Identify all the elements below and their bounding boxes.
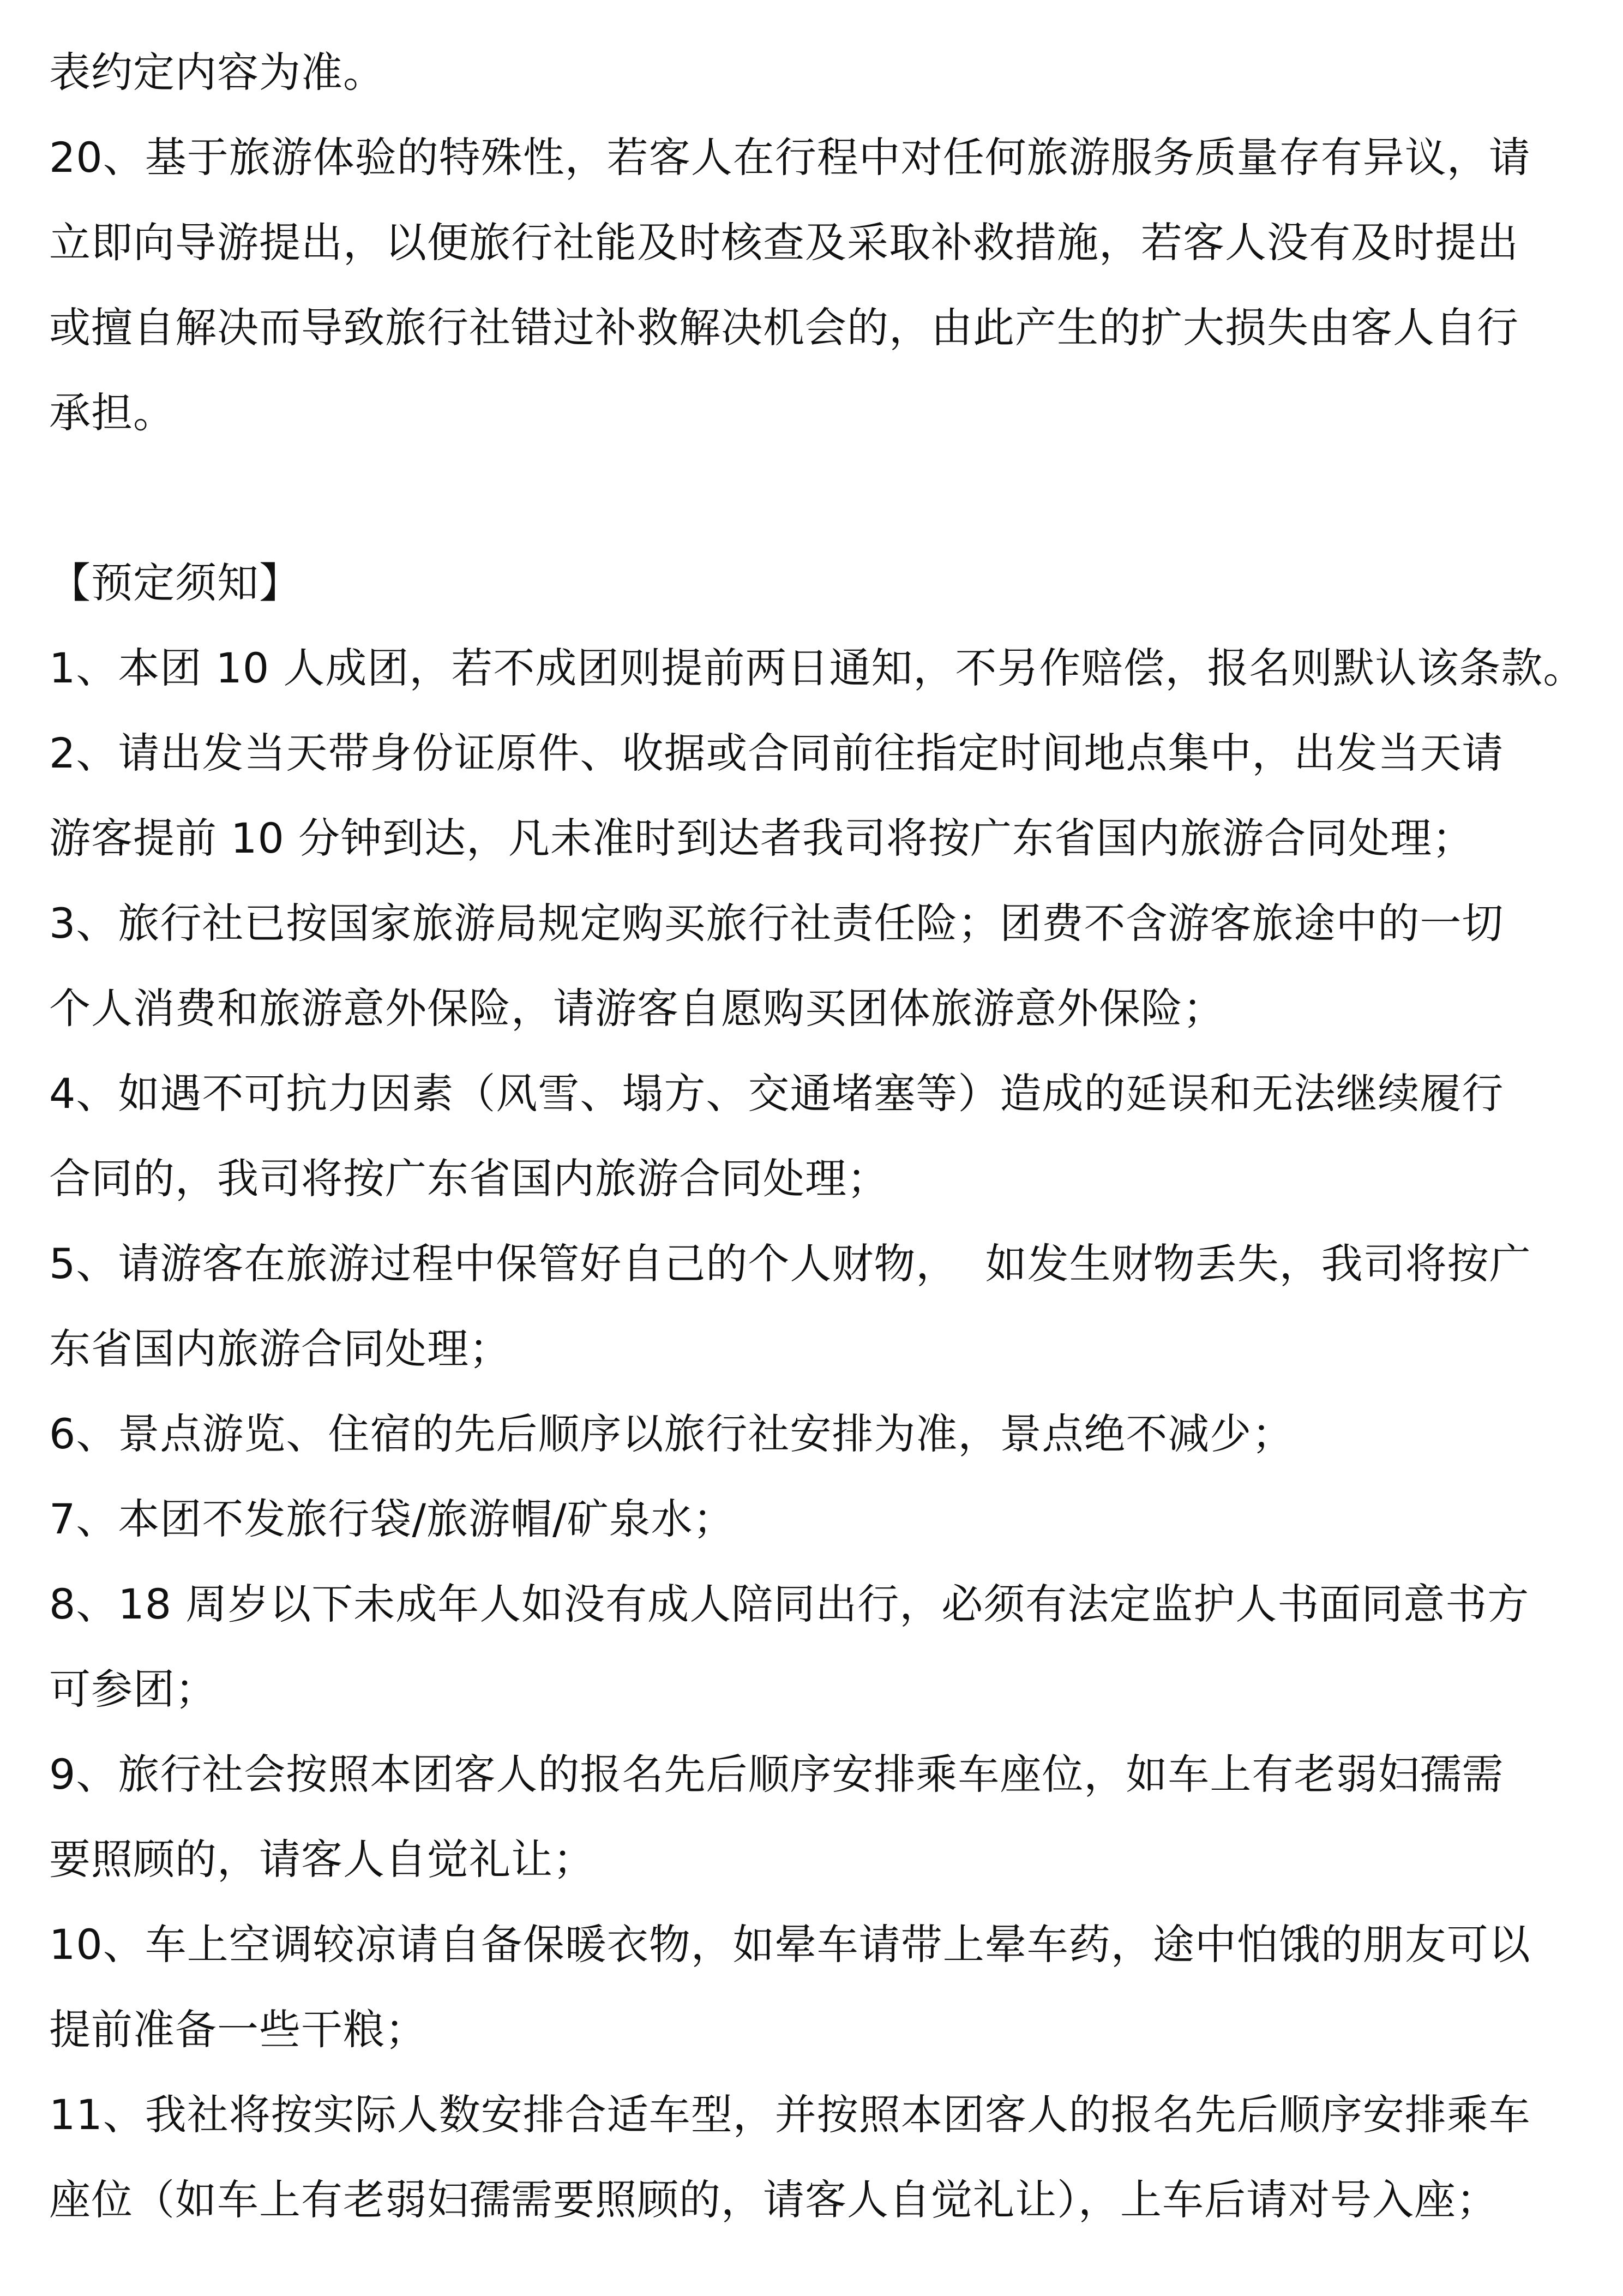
text-line: 8、18 周岁以下未成年人如没有成人陪同出行，必须有法定监护人书面同意书方: [49, 1580, 1530, 1628]
text-line: 东省国内旅游合同处理；: [49, 1324, 511, 1373]
text-line: 或擅自解决而导致旅行社错过补救解决机会的，由此产生的扩大损失由客人自行: [49, 303, 1519, 352]
text-line: 4、如遇不可抗力因素（风雪、塌方、交通堵塞等）造成的延误和无法继续履行: [49, 1069, 1504, 1118]
text-line: 个人消费和旅游意外保险，请游客自愿购买团体旅游意外保险；: [49, 984, 1225, 1033]
text-line: 3、旅行社已按国家旅游局规定购买旅行社责任险；团费不含游客旅途中的一切: [49, 899, 1504, 948]
text-line: 9、旅行社会按照本团客人的报名先后顺序安排乘车座位，如车上有老弱妇孺需: [49, 1750, 1504, 1799]
text-line: 立即向导游提出，以便旅行社能及时核查及采取补救措施，若客人没有及时提出: [49, 218, 1519, 267]
text-line: 2、请出发当天带身份证原件、收据或合同前往指定时间地点集中，出发当天请: [49, 729, 1504, 777]
text-line: 7、本团不发旅行袋/旅游帽/矿泉水；: [49, 1495, 735, 1543]
text-line: 可参团；: [49, 1665, 217, 1713]
section-heading: 【预定须知】: [49, 559, 301, 607]
text-line: 1、本团 10 人成团，若不成团则提前两日通知，不另作赔偿，报名则默认该条款。: [49, 644, 1585, 692]
text-line: 20、基于旅游体验的特殊性，若客人在行程中对任何旅游服务质量存有异议，请: [49, 133, 1531, 182]
text-line: 11、我社将按实际人数安排合适车型，并按照本团客人的报名先后顺序安排乘车: [49, 2090, 1531, 2139]
text-line: 10、车上空调较凉请自备保暖衣物，如晕车请带上晕车药，途中怕饿的朋友可以: [49, 1920, 1531, 1969]
text-line: 5、请游客在旅游过程中保管好自己的个人财物， 如发生财物丢失，我司将按广: [49, 1239, 1531, 1288]
text-line: 合同的，我司将按广东省国内旅游合同处理；: [49, 1154, 889, 1203]
text-line: 表约定内容为准。: [49, 48, 385, 97]
text-line: 提前准备一些干粮；: [49, 2005, 427, 2054]
text-line: 要照顾的，请客人自觉礼让；: [49, 1835, 595, 1884]
text-line: 承担。: [49, 388, 175, 437]
text-line: 6、景点游览、住宿的先后顺序以旅行社安排为准，景点绝不减少；: [49, 1410, 1294, 1458]
text-line: 座位（如车上有老弱妇孺需要照顾的，请客人自觉礼让），上车后请对号入座；: [49, 2175, 1498, 2224]
text-line: 游客提前 10 分钟到达，凡未准时到达者我司将按广东省国内旅游合同处理；: [49, 814, 1475, 862]
